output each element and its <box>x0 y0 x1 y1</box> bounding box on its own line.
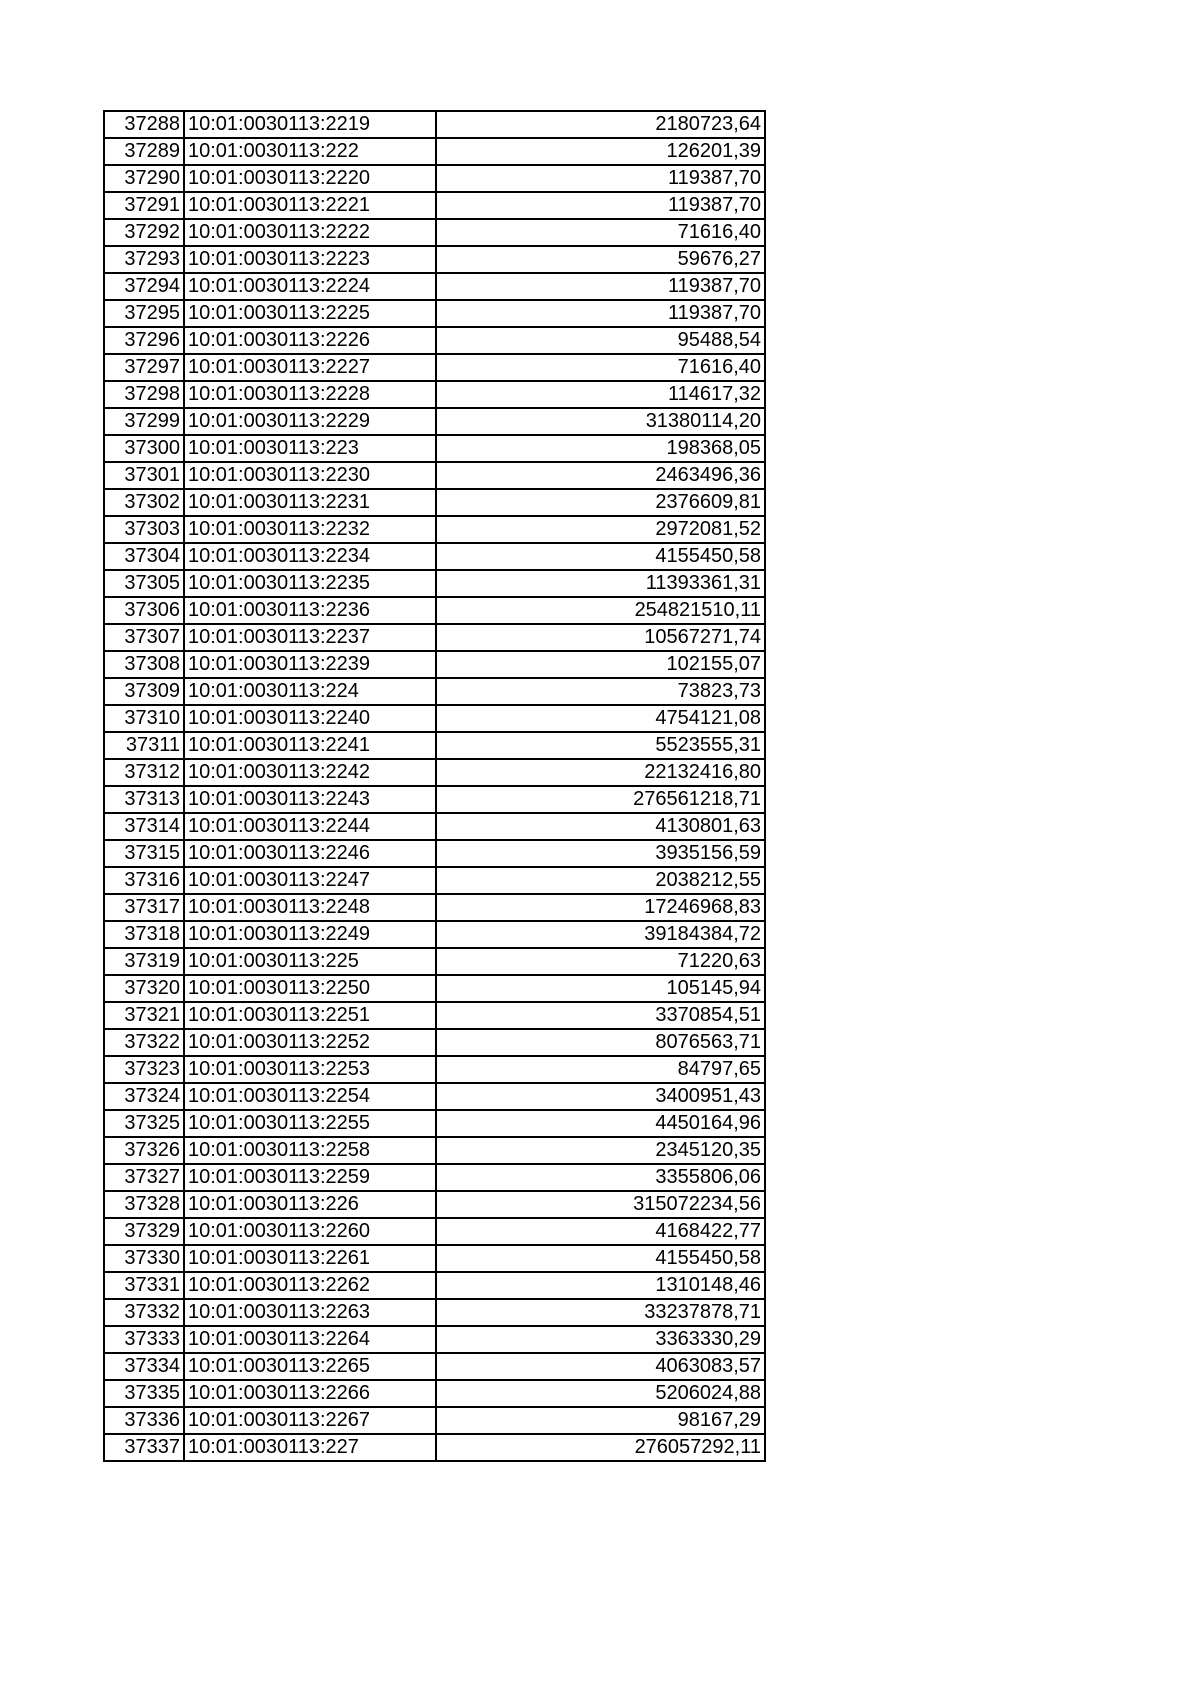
table-row <box>104 894 765 921</box>
cadastral-number-cell: 10:01:0030113:227 <box>184 1434 436 1461</box>
row-number-cell: 37300 <box>104 435 184 462</box>
table-row <box>104 786 765 813</box>
value-cell: 276561218,71 <box>436 786 765 813</box>
row-number-cell: 37305 <box>104 570 184 597</box>
value-cell: 3370854,51 <box>436 1002 765 1029</box>
row-number-cell: 37334 <box>104 1353 184 1380</box>
row-number-cell: 37297 <box>104 354 184 381</box>
cadastral-number-cell: 10:01:0030113:2234 <box>184 543 436 570</box>
value-cell: 3355806,06 <box>436 1164 765 1191</box>
cadastral-number-cell: 10:01:0030113:2252 <box>184 1029 436 1056</box>
cadastral-number-cell: 10:01:0030113:2265 <box>184 1353 436 1380</box>
table-row <box>104 489 765 516</box>
table-row <box>104 1029 765 1056</box>
row-number-cell: 37288 <box>104 111 184 138</box>
cadastral-number-cell: 10:01:0030113:2266 <box>184 1380 436 1407</box>
value-cell: 4130801,63 <box>436 813 765 840</box>
row-number-cell: 37306 <box>104 597 184 624</box>
value-cell: 2376609,81 <box>436 489 765 516</box>
cadastral-number-cell: 10:01:0030113:2255 <box>184 1110 436 1137</box>
table-row <box>104 1353 765 1380</box>
row-number-cell: 37299 <box>104 408 184 435</box>
table-row <box>104 516 765 543</box>
cadastral-number-cell: 10:01:0030113:2258 <box>184 1137 436 1164</box>
table-row <box>104 921 765 948</box>
cadastral-number-cell: 10:01:0030113:2237 <box>184 624 436 651</box>
row-number-cell: 37316 <box>104 867 184 894</box>
cadastral-number-cell: 10:01:0030113:2250 <box>184 975 436 1002</box>
row-number-cell: 37289 <box>104 138 184 165</box>
row-number-cell: 37336 <box>104 1407 184 1434</box>
cadastral-number-cell: 10:01:0030113:2264 <box>184 1326 436 1353</box>
value-cell: 2180723,64 <box>436 111 765 138</box>
table-row <box>104 219 765 246</box>
cadastral-number-cell: 10:01:0030113:2236 <box>184 597 436 624</box>
row-number-cell: 37310 <box>104 705 184 732</box>
cadastral-number-cell: 10:01:0030113:2261 <box>184 1245 436 1272</box>
row-number-cell: 37301 <box>104 462 184 489</box>
value-cell: 4155450,58 <box>436 1245 765 1272</box>
value-cell: 4450164,96 <box>436 1110 765 1137</box>
table-row <box>104 1272 765 1299</box>
row-number-cell: 37328 <box>104 1191 184 1218</box>
value-cell: 5206024,88 <box>436 1380 765 1407</box>
cadastral-number-cell: 10:01:0030113:2260 <box>184 1218 436 1245</box>
row-number-cell: 37296 <box>104 327 184 354</box>
value-cell: 11393361,31 <box>436 570 765 597</box>
value-cell: 4155450,58 <box>436 543 765 570</box>
table-row <box>104 624 765 651</box>
cadastral-number-cell: 10:01:0030113:225 <box>184 948 436 975</box>
table-row <box>104 867 765 894</box>
table-row <box>104 597 765 624</box>
row-number-cell: 37331 <box>104 1272 184 1299</box>
row-number-cell: 37318 <box>104 921 184 948</box>
cadastral-number-cell: 10:01:0030113:2242 <box>184 759 436 786</box>
table-row <box>104 1110 765 1137</box>
table-row <box>104 678 765 705</box>
table-row <box>104 1164 765 1191</box>
value-cell: 119387,70 <box>436 300 765 327</box>
row-number-cell: 37337 <box>104 1434 184 1461</box>
value-cell: 4168422,77 <box>436 1218 765 1245</box>
row-number-cell: 37312 <box>104 759 184 786</box>
value-cell: 71616,40 <box>436 219 765 246</box>
value-cell: 1310148,46 <box>436 1272 765 1299</box>
table-row <box>104 165 765 192</box>
value-cell: 4063083,57 <box>436 1353 765 1380</box>
value-cell: 73823,73 <box>436 678 765 705</box>
cadastral-number-cell: 10:01:0030113:2230 <box>184 462 436 489</box>
value-cell: 71616,40 <box>436 354 765 381</box>
row-number-cell: 37319 <box>104 948 184 975</box>
cadastral-number-cell: 10:01:0030113:2225 <box>184 300 436 327</box>
table-row <box>104 354 765 381</box>
cadastral-number-cell: 10:01:0030113:2262 <box>184 1272 436 1299</box>
value-cell: 8076563,71 <box>436 1029 765 1056</box>
cadastral-number-cell: 10:01:0030113:2222 <box>184 219 436 246</box>
value-cell: 3935156,59 <box>436 840 765 867</box>
value-cell: 119387,70 <box>436 273 765 300</box>
value-cell: 59676,27 <box>436 246 765 273</box>
table-row <box>104 435 765 462</box>
row-number-cell: 37298 <box>104 381 184 408</box>
table-row <box>104 543 765 570</box>
row-number-cell: 37304 <box>104 543 184 570</box>
cadastral-number-cell: 10:01:0030113:223 <box>184 435 436 462</box>
table-row <box>104 948 765 975</box>
row-number-cell: 37335 <box>104 1380 184 1407</box>
value-cell: 119387,70 <box>436 192 765 219</box>
table-row <box>104 732 765 759</box>
table-row <box>104 192 765 219</box>
value-cell: 276057292,11 <box>436 1434 765 1461</box>
table-row <box>104 1380 765 1407</box>
value-cell: 10567271,74 <box>436 624 765 651</box>
cadastral-number-cell: 10:01:0030113:2235 <box>184 570 436 597</box>
row-number-cell: 37293 <box>104 246 184 273</box>
cadastral-number-cell: 10:01:0030113:2223 <box>184 246 436 273</box>
cadastral-number-cell: 10:01:0030113:2219 <box>184 111 436 138</box>
value-cell: 105145,94 <box>436 975 765 1002</box>
cadastral-number-cell: 10:01:0030113:2254 <box>184 1083 436 1110</box>
cadastral-number-cell: 10:01:0030113:2249 <box>184 921 436 948</box>
table-row <box>104 1407 765 1434</box>
row-number-cell: 37321 <box>104 1002 184 1029</box>
row-number-cell: 37291 <box>104 192 184 219</box>
row-number-cell: 37329 <box>104 1218 184 1245</box>
table-row <box>104 840 765 867</box>
cadastral-number-cell: 10:01:0030113:2221 <box>184 192 436 219</box>
table-row <box>104 1137 765 1164</box>
cadastral-number-cell: 10:01:0030113:2241 <box>184 732 436 759</box>
cadastral-number-cell: 10:01:0030113:2232 <box>184 516 436 543</box>
cadastral-number-cell: 10:01:0030113:2231 <box>184 489 436 516</box>
row-number-cell: 37302 <box>104 489 184 516</box>
table-row <box>104 381 765 408</box>
row-number-cell: 37320 <box>104 975 184 1002</box>
row-number-cell: 37309 <box>104 678 184 705</box>
table-row <box>104 975 765 1002</box>
row-number-cell: 37307 <box>104 624 184 651</box>
value-cell: 3400951,43 <box>436 1083 765 1110</box>
row-number-cell: 37324 <box>104 1083 184 1110</box>
cadastral-number-cell: 10:01:0030113:2224 <box>184 273 436 300</box>
table-row <box>104 327 765 354</box>
cadastral-number-cell: 10:01:0030113:222 <box>184 138 436 165</box>
cadastral-number-cell: 10:01:0030113:2239 <box>184 651 436 678</box>
row-number-cell: 37317 <box>104 894 184 921</box>
value-cell: 198368,05 <box>436 435 765 462</box>
cadastral-number-cell: 10:01:0030113:2263 <box>184 1299 436 1326</box>
row-number-cell: 37295 <box>104 300 184 327</box>
cadastral-number-cell: 10:01:0030113:2248 <box>184 894 436 921</box>
row-number-cell: 37323 <box>104 1056 184 1083</box>
value-cell: 3363330,29 <box>436 1326 765 1353</box>
table-row <box>104 1056 765 1083</box>
row-number-cell: 37308 <box>104 651 184 678</box>
table-row <box>104 813 765 840</box>
value-cell: 98167,29 <box>436 1407 765 1434</box>
value-cell: 2463496,36 <box>436 462 765 489</box>
table-row <box>104 246 765 273</box>
row-number-cell: 37290 <box>104 165 184 192</box>
cadastral-number-cell: 10:01:0030113:2229 <box>184 408 436 435</box>
value-cell: 84797,65 <box>436 1056 765 1083</box>
table-row <box>104 1299 765 1326</box>
table-row <box>104 300 765 327</box>
table-row <box>104 705 765 732</box>
value-cell: 5523555,31 <box>436 732 765 759</box>
table-row <box>104 462 765 489</box>
row-number-cell: 37315 <box>104 840 184 867</box>
table-row <box>104 651 765 678</box>
value-cell: 254821510,11 <box>436 597 765 624</box>
value-cell: 2972081,52 <box>436 516 765 543</box>
table-row <box>104 138 765 165</box>
cadastral-value-table <box>103 110 766 1462</box>
table-row <box>104 1245 765 1272</box>
table-row <box>104 1218 765 1245</box>
cadastral-number-cell: 10:01:0030113:2226 <box>184 327 436 354</box>
table-row <box>104 1434 765 1461</box>
value-cell: 95488,54 <box>436 327 765 354</box>
table-row <box>104 111 765 138</box>
value-cell: 22132416,80 <box>436 759 765 786</box>
row-number-cell: 37326 <box>104 1137 184 1164</box>
cadastral-number-cell: 10:01:0030113:2246 <box>184 840 436 867</box>
cadastral-number-cell: 10:01:0030113:224 <box>184 678 436 705</box>
table-row <box>104 1083 765 1110</box>
row-number-cell: 37330 <box>104 1245 184 1272</box>
value-cell: 31380114,20 <box>436 408 765 435</box>
value-cell: 33237878,71 <box>436 1299 765 1326</box>
cadastral-number-cell: 10:01:0030113:2220 <box>184 165 436 192</box>
cadastral-number-cell: 10:01:0030113:2247 <box>184 867 436 894</box>
row-number-cell: 37292 <box>104 219 184 246</box>
value-cell: 39184384,72 <box>436 921 765 948</box>
cadastral-number-cell: 10:01:0030113:2243 <box>184 786 436 813</box>
value-cell: 2345120,35 <box>436 1137 765 1164</box>
cadastral-number-cell: 10:01:0030113:2267 <box>184 1407 436 1434</box>
row-number-cell: 37311 <box>104 732 184 759</box>
cadastral-number-cell: 10:01:0030113:2227 <box>184 354 436 381</box>
cadastral-number-cell: 10:01:0030113:226 <box>184 1191 436 1218</box>
row-number-cell: 37322 <box>104 1029 184 1056</box>
table-row <box>104 1191 765 1218</box>
table-row <box>104 759 765 786</box>
cadastral-number-cell: 10:01:0030113:2240 <box>184 705 436 732</box>
cadastral-number-cell: 10:01:0030113:2259 <box>184 1164 436 1191</box>
value-cell: 17246968,83 <box>436 894 765 921</box>
table-row <box>104 570 765 597</box>
table-body <box>104 111 765 1461</box>
row-number-cell: 37294 <box>104 273 184 300</box>
value-cell: 315072234,56 <box>436 1191 765 1218</box>
table-row <box>104 273 765 300</box>
row-number-cell: 37303 <box>104 516 184 543</box>
row-number-cell: 37332 <box>104 1299 184 1326</box>
cadastral-number-cell: 10:01:0030113:2253 <box>184 1056 436 1083</box>
value-cell: 114617,32 <box>436 381 765 408</box>
row-number-cell: 37327 <box>104 1164 184 1191</box>
cadastral-number-cell: 10:01:0030113:2244 <box>184 813 436 840</box>
row-number-cell: 37313 <box>104 786 184 813</box>
table-row <box>104 1326 765 1353</box>
cadastral-number-cell: 10:01:0030113:2251 <box>184 1002 436 1029</box>
table-row <box>104 408 765 435</box>
value-cell: 119387,70 <box>436 165 765 192</box>
row-number-cell: 37333 <box>104 1326 184 1353</box>
row-number-cell: 37325 <box>104 1110 184 1137</box>
value-cell: 71220,63 <box>436 948 765 975</box>
cadastral-number-cell: 10:01:0030113:2228 <box>184 381 436 408</box>
row-number-cell: 37314 <box>104 813 184 840</box>
table-row <box>104 1002 765 1029</box>
value-cell: 2038212,55 <box>436 867 765 894</box>
value-cell: 102155,07 <box>436 651 765 678</box>
value-cell: 4754121,08 <box>436 705 765 732</box>
value-cell: 126201,39 <box>436 138 765 165</box>
